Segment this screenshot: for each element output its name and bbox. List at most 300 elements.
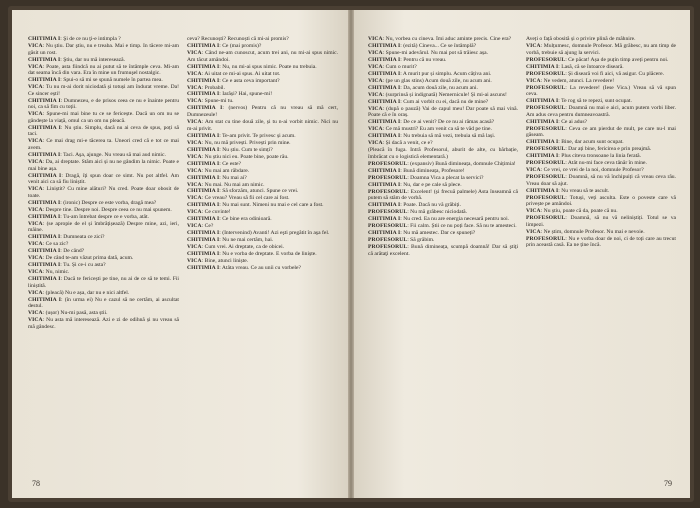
line-text: : Poate. Dacă nu vă grăbiți. — [400, 202, 461, 209]
line-text: : Atâta vreau. Ce au unii cu vorbele? — [219, 265, 301, 272]
line-text: : Tu nu m-ai dorit niciodată și totuși am îndurat vreme. Da! Ce sincer ești! — [28, 84, 179, 97]
line-text: : Nu e vorba doar de noi, ci de toți care au trecut prin această casă. Ea ne ține încă. — [526, 235, 676, 249]
speaker-name: PROFESORUL — [526, 194, 566, 201]
line-text: : Pentru că nu vreau. — [400, 56, 447, 63]
speaker-name: CHITIMIA I — [28, 97, 61, 104]
speaker-name: CHITIMIA I — [526, 187, 559, 194]
speaker-name: VICA — [28, 289, 43, 296]
dialogue-line — [28, 43, 179, 56]
line-text: : Liniștit? Cu mine alături? Nu cred. Poate doar obosit de toate. — [28, 186, 179, 199]
speaker-name: CHITIMIA I — [28, 296, 62, 303]
left-column-2 — [187, 36, 338, 472]
dialogue-line — [368, 43, 518, 50]
speaker-name: VICA — [368, 126, 383, 133]
line-text: : Şi de ce nu ţi-e intimpla ? — [60, 36, 121, 42]
speaker-name: VICA — [28, 241, 43, 248]
speaker-name: CHITIMIA I — [368, 70, 401, 77]
dialogue-line — [526, 146, 676, 153]
line-text: : (se apropie de el și îmbrățișează) Despre mine, azi, ieri, mâine. — [28, 220, 179, 234]
line-text: : Nu mă amestec. Dar ce spuneți? — [400, 230, 476, 237]
line-text: : Nu, nimic. — [42, 269, 70, 276]
dialogue-line — [368, 189, 518, 202]
line-text: : Despre tine. Despre noi. Despre ceea ce nu mai spunem. — [42, 206, 172, 213]
line-text: : Nu, nu mi-ai spus nimic. Poate nu trebuia. — [219, 63, 317, 70]
dialogue-line — [187, 237, 338, 244]
speaker-name: CHITIMIA I — [28, 248, 61, 255]
dialogue-line — [187, 216, 338, 223]
line-text: : (expansiv) Bună dimineața, domnule Chițimia! — [407, 160, 516, 167]
dialogue-line — [28, 276, 179, 289]
dialogue-line — [187, 140, 338, 147]
line-text: : De ce ai venit? De ce nu ai rămas acasă? — [400, 119, 495, 126]
line-text: : Totuși, veți asculta. Este o poveste care vă privește pe amândoi. — [526, 194, 676, 208]
speaker-name: CHITIMIA I — [526, 118, 559, 125]
speaker-name: VICA — [526, 167, 541, 174]
line-text: : Și diseară voi fi aici, vă asigur. Cu plăcere. — [565, 70, 665, 77]
speaker-name: VICA — [526, 42, 541, 49]
dialogue-line — [187, 147, 338, 154]
dialogue-line — [28, 221, 179, 234]
line-text: : Să grăbim. — [407, 237, 435, 244]
line-text: : Nu vreau să te ascult. — [558, 187, 610, 194]
line-text: : (pleacă) Nu e așa, dar nu e nici altfel. — [42, 289, 130, 296]
right-column-1 — [368, 36, 518, 472]
speaker-name: PROFESORUL — [526, 84, 566, 91]
dialogue-line — [187, 244, 338, 251]
dialogue-line — [28, 64, 179, 77]
line-text: : Nu mai. Nu mai am nimic. — [201, 181, 265, 188]
line-text: : Dragă, îți spun doar ce simt. Nu pot altfel. Am venit aici ca să fiu liniștit. — [28, 172, 179, 186]
speaker-name: CHITIMIA I — [28, 56, 61, 63]
dialogue-line — [368, 64, 518, 71]
line-text: : Să sforzăm, atunci. Spune ce vrei. — [219, 188, 299, 195]
line-text: : Cum ai vorbit cu ei, dacă nu de mine? — [400, 98, 489, 105]
dialogue-line — [187, 85, 338, 92]
line-text: : Nu mai sunt. Nimeni nu mai e cel care a fost. — [219, 202, 324, 209]
dialogue-line — [28, 152, 179, 159]
dialogue-line — [28, 84, 179, 97]
line-text: : Ce ai adus? — [558, 118, 587, 125]
line-text: : Doamna Vica a plecat la servici? — [407, 174, 484, 181]
line-text: ceva? Recunoști? Recunoști că mi-ai promis? — [187, 36, 289, 42]
left-page — [12, 10, 348, 498]
line-text: : Ceva ce am pierdut de mult, pe care nu-l mai găseam. — [526, 125, 676, 139]
speaker-name: PROFESORUL — [526, 56, 566, 63]
speaker-name: CHITIMIA I — [526, 63, 559, 70]
line-text: : Spune-mi adevărul. Nu mai pot să trăiesc așa. — [382, 49, 489, 56]
speaker-name: VICA — [187, 84, 202, 91]
speaker-name: CHITIMIA I — [368, 84, 401, 91]
dialogue-line — [526, 236, 676, 249]
speaker-name: CHITIMIA I — [368, 167, 401, 174]
speaker-name: PROFESORUL — [526, 174, 566, 181]
line-text: : Fii calm. Știi ce nu poți face. Să nu te amesteci. — [407, 223, 517, 230]
dialogue-line — [187, 265, 338, 272]
speaker-name: CHITIMIA I — [28, 36, 61, 42]
speaker-name: CHITIMIA I — [187, 265, 220, 272]
speaker-name: VICA — [187, 153, 202, 160]
speaker-name: CHITIMIA I — [526, 139, 559, 146]
line-text: : Da, ai dreptate. Stăm aici și nu ne gândim la nimic. Poate e mai bine așa. — [28, 158, 179, 172]
speaker-name: CHITIMIA I — [368, 98, 401, 105]
dialogue-line — [526, 139, 676, 146]
line-text: : Bine, dar acum sunt ocupat. — [558, 139, 624, 146]
dialogue-line — [187, 258, 338, 265]
line-text: : La revedere! (Iese Vica.) Vreau să vă spun ceva. — [526, 84, 676, 98]
speaker-name: CHITIMIA I — [28, 77, 61, 84]
dialogue-line — [28, 57, 179, 64]
line-text: : Ai uitat ce mi-ai spus. Ai uitat tot. — [201, 70, 281, 77]
speaker-name: VICA — [526, 228, 541, 235]
speaker-name: PROFESORUL — [526, 160, 566, 167]
line-text: : (nervos) Pentru că nu vreau să mă cert, Dumnezeule! — [187, 105, 338, 119]
line-text: : Am stat cu tine două zile, și tu n-ai vorbit nimic. Nici nu m-ai privit. — [187, 119, 338, 132]
dialogue-line — [368, 71, 518, 78]
line-text: : Ce mai drag mi-e tăcerea ta. Uneori cred că e tot ce mai avem. — [28, 138, 179, 152]
speaker-name: VICA — [28, 255, 43, 262]
dialogue-line — [368, 140, 518, 147]
line-text: : Excelent! (și frecuă palmele) Asta înseamnă că putem să stăm de vorbă. — [368, 188, 518, 202]
line-text: : Tu. Și ce-i cu asta? — [60, 262, 106, 269]
dialogue-line — [187, 168, 338, 175]
speaker-name: VICA — [187, 209, 202, 216]
speaker-name: VICA — [28, 269, 43, 276]
dialogue-line — [368, 85, 518, 92]
speaker-name: VICA — [187, 119, 202, 126]
dialogue-line — [187, 78, 338, 85]
speaker-name: CHITIMIA I — [368, 181, 401, 188]
line-text: : (ironic) Despre ce este vorba, dragă mea? — [60, 199, 157, 206]
speaker-name: CHITIMIA I — [28, 172, 62, 179]
line-text: : Nu e vorba de dreptate. E vorba de liniște. — [219, 251, 317, 258]
dialogue-line — [187, 223, 338, 230]
dialogue-line — [526, 153, 676, 160]
speaker-name: CHITIMIA I — [187, 230, 220, 237]
dialogue-line — [28, 125, 179, 138]
dialogue-line — [187, 154, 338, 161]
line-text: : Doamnă, să nu vă închipuiți că vreau ceva rău. Vreau doar să ajut. — [526, 174, 676, 187]
dialogue-line — [526, 64, 676, 71]
line-text: : Ce (mai promis)? — [219, 42, 262, 49]
line-text: : (după o pauză) Vai de capul meu! Dar poate să mai vină. Poate că e în oraș. — [368, 105, 518, 119]
dialogue-line — [368, 92, 518, 99]
speaker-name: CHITIMIA I — [187, 42, 220, 49]
line-text: : Spune-mi mai bine tu ce se fericește. Dacă un om nu se gândește la viață, omul ca un om nu pleacă. — [28, 111, 179, 124]
line-text: : Nu ştiu. Simplu, dacă nu ai ceva de spus, poți să taci. — [28, 124, 179, 138]
line-text: : (Intervenind) Avanti! Azi eşti pregătit în aşa fel. — [219, 230, 330, 237]
left-column-1 — [28, 36, 179, 472]
line-text: : Nu știu, poate că da, poate că nu. — [540, 208, 618, 215]
speaker-name: VICA — [526, 77, 541, 84]
speaker-name: PROFESORUL — [368, 174, 408, 181]
dialogue-line — [28, 186, 179, 199]
line-text: : De când te-am văzut prima dată, acum. — [42, 255, 134, 262]
speaker-name: PROFESORUL — [368, 237, 408, 244]
speaker-name: VICA — [28, 186, 43, 193]
speaker-name: CHITIMIA I — [526, 153, 559, 160]
line-text: : Tu-am întrebat despre ce e vorba, atât. — [60, 213, 149, 220]
line-text: : Dumnezeu, e de prisos ceea ce nu e înainte pentru noi, ca să fim cu toții. — [28, 97, 179, 111]
dialogue-line — [28, 159, 179, 172]
speaker-name: CHITIMIA I — [28, 199, 61, 206]
dialogue-line — [526, 43, 676, 56]
line-text: : Ne vedem, atunci. La revedere! — [540, 77, 615, 84]
dialogue-line — [368, 119, 518, 126]
line-text: : Ce cuvinte! — [201, 209, 231, 216]
speaker-name: VICA — [28, 111, 43, 118]
speaker-name: PROFESORUL — [368, 188, 408, 195]
speaker-name: VICA — [28, 42, 43, 49]
line-text: : Ce păcat! Așa de puțin timp aveți pentru noi. — [565, 56, 669, 63]
speaker-name: CHITIMIA I — [28, 213, 61, 220]
line-text: : Nu știu. Cum te simți? — [219, 146, 273, 153]
speaker-name: VICA — [187, 70, 202, 77]
line-text: : Ce bine era odinioară. — [219, 216, 272, 223]
right-page — [354, 10, 690, 498]
dialogue-line — [187, 91, 338, 98]
line-text: : Dacă te fericești pe tine, nu ai de ce să te temi. Fii liniștită. — [28, 276, 179, 289]
line-text: : Nu ştiu. Dar ştiu, nu e treaba. Mai e timp. In tăcere mi-am găsit un rost. — [28, 42, 179, 56]
speaker-name: CHITIMIA I — [187, 188, 220, 195]
line-text: : A murit pur și simplu. Acum câțiva ani. — [400, 70, 492, 77]
speaker-name: VICA — [368, 140, 383, 147]
dialogue-line — [28, 36, 179, 43]
dialogue-line — [28, 234, 179, 241]
dialogue-line — [526, 71, 676, 78]
speaker-name: VICA — [368, 63, 383, 70]
speaker-name: CHITIMIA I — [28, 124, 61, 131]
line-text: : Cum o murit? — [382, 63, 417, 70]
speaker-name: VICA — [28, 138, 43, 145]
speaker-name: VICA — [187, 98, 202, 105]
dialogue-line — [187, 251, 338, 258]
speaker-name: CHITIMIA I — [187, 91, 220, 98]
speaker-name: CHITIMIA I — [28, 234, 61, 241]
line-text: : Bine, atunci liniște. — [201, 258, 249, 265]
speaker-name: VICA — [187, 139, 202, 146]
dialogue-line — [368, 36, 518, 43]
speaker-name: VICA — [526, 208, 541, 215]
speaker-name: CHITIMIA I — [368, 216, 401, 223]
speaker-name: CHITIMIA I — [187, 251, 220, 258]
line-text: : Doamnă, să nu vă neliniștiți. Totul se va limpezi. — [526, 215, 676, 228]
line-text: : Nu ne mai certăm, hai. — [219, 237, 274, 244]
dialogue-line — [368, 237, 518, 244]
dialogue-line — [526, 208, 676, 215]
line-text: : Nu știu nici eu. Poate bine, poate rău. — [201, 153, 289, 160]
dialogue-line — [368, 99, 518, 106]
dialogue-line — [368, 168, 518, 175]
dialogue-line — [526, 229, 676, 236]
speaker-name: CHITIMIA I — [187, 174, 220, 181]
line-text: : (în urma ei) Nu e cazul să ne certăm, ai ascultat destul. — [28, 296, 179, 310]
dialogue-line — [187, 202, 338, 209]
line-text: : Doamnă nu mai e aici, acum putem vorbi liber. Am adus ceva pentru dumneavoastră. — [526, 105, 676, 118]
dialogue-line — [28, 269, 179, 276]
dialogue-line — [368, 175, 518, 182]
dialogue-line — [28, 310, 179, 317]
dialogue-line — [28, 77, 179, 84]
dialogue-line — [526, 188, 676, 195]
speaker-name: CHITIMIA I — [187, 132, 220, 139]
dialogue-line — [28, 317, 179, 330]
speaker-name: PROFESORUL — [526, 105, 566, 112]
dialogue-line — [187, 71, 338, 78]
dialogue-line — [368, 133, 518, 140]
dialogue-line — [526, 215, 676, 228]
line-text: : Nu, dar e pe cale să plece. — [400, 181, 462, 188]
line-text: : Nu mai ai? — [219, 174, 247, 181]
speaker-name: PROFESORUL — [526, 146, 566, 153]
speaker-name: CHITIMIA I — [368, 56, 401, 63]
dialogue-line — [28, 207, 179, 214]
line-text: : Nu mai am răbdare. — [201, 167, 250, 174]
line-text: : Probabil. — [201, 84, 226, 91]
dialogue-line — [368, 223, 518, 230]
dialogue-line — [28, 214, 179, 221]
speaker-name: PROFESORUL — [368, 209, 408, 216]
dialogue-line — [368, 182, 518, 189]
speaker-name: CHITIMIA I — [28, 262, 61, 269]
speaker-name: CHITIMIA I — [187, 216, 220, 223]
line-text: : Te-am privit. Te privesc și acum. — [219, 132, 296, 139]
dialogue-line — [28, 297, 179, 310]
line-text: : Nu mă grăbesc niciodată. — [407, 209, 468, 216]
speaker-name: CHITIMIA I — [368, 230, 401, 237]
page-number-left: 78 — [32, 479, 40, 488]
line-text: : Nu cred. Ea nu are energia necesară pentru noi. — [400, 216, 510, 223]
dialogue-line — [368, 147, 518, 160]
dialogue-line — [526, 126, 676, 139]
speaker-name: VICA — [187, 181, 202, 188]
line-text: : Iarăși? Hai, spune-mi! — [219, 91, 273, 98]
line-text: : Ne știm, domnule Profesor. Nu mai e nevoie. — [540, 228, 645, 235]
speaker-name: CHITIMIA I — [187, 146, 220, 153]
dialogue-line — [28, 290, 179, 297]
dialogue-line — [368, 57, 518, 64]
line-text: : Nu, nu mă privești. Privești prin mine. — [201, 139, 291, 146]
line-text: : Mulțumesc, domnule Profesor. Mă grăbesc, nu am timp de vorbă, trebuie să ajung la servici. — [526, 42, 676, 56]
dialogue-line — [526, 98, 676, 105]
speaker-name: CHITIMIA I — [368, 133, 401, 140]
dialogue-line — [526, 119, 676, 126]
speaker-name: CHITIMIA I — [187, 237, 220, 244]
dialogue-line — [28, 138, 179, 151]
dialogue-line — [187, 43, 338, 50]
line-text: : Spui-o să mi se spună numele în partea mea. — [60, 77, 163, 84]
line-text: : Lasă, că se întoarce diseară. — [558, 63, 624, 70]
speaker-name: CHITIMIA I — [368, 42, 401, 49]
dialogue-line — [368, 161, 518, 168]
dialogue-line — [526, 78, 676, 85]
line-text: : Poate, asta fiindcă nu ai putut să te întâmple ceva. Mi-am dat seama încă din vara. Era în mine un frumuşel nostalgic. — [28, 63, 179, 77]
speaker-name: PROFESORUL — [526, 235, 566, 242]
line-text: : (pe un glas stins) Acum două zile, nu acum ani. — [382, 77, 492, 84]
open-book — [8, 6, 694, 502]
line-text: : Bună dimineața, scumpă doamnă! Dar să ştiţi că arătaţi excelent. — [368, 244, 518, 257]
dialogue-line — [368, 50, 518, 57]
dialogue-line — [526, 174, 676, 187]
dialogue-line — [526, 160, 676, 167]
speaker-name: VICA — [187, 223, 202, 230]
line-text: : Ce vreau? Vreau să fii cel care ai fost. — [201, 195, 290, 202]
speaker-name: VICA — [28, 310, 43, 317]
dialogue-line — [368, 202, 518, 209]
line-text: : Ce? — [201, 223, 214, 230]
line-text: : Nu, vorbea cu cineva. Îmi aduc aminte precis. Cine era? — [382, 36, 512, 42]
dialogue-line — [368, 78, 518, 85]
dialogue-line — [187, 64, 338, 71]
speaker-name: CHITIMIA I — [187, 105, 223, 112]
speaker-name: VICA — [28, 317, 43, 324]
speaker-name: CHITIMIA I — [187, 160, 220, 167]
speaker-name: PROFESORUL — [526, 125, 566, 132]
line-text: : Și dacă a venit, ce e? — [382, 140, 433, 147]
dialogue-line — [368, 209, 518, 216]
speaker-name: PROFESORUL — [368, 244, 408, 251]
dialogue-line — [187, 119, 338, 132]
line-text: : Ce vrei, ce vrei de la noi, domnule Profesor? — [540, 167, 644, 174]
dialogue-line — [187, 209, 338, 216]
speaker-name: CHITIMIA I — [28, 152, 61, 158]
dialogue-line — [368, 230, 518, 237]
speaker-name: VICA — [368, 105, 383, 112]
speaker-name: CHITIMIA I — [28, 276, 61, 283]
dialogue-line — [28, 98, 179, 111]
speaker-name: VICA — [187, 195, 202, 202]
line-text: : (ezită) Cineva... Ce se întâmplă? — [400, 42, 477, 49]
page-number-right: 79 — [664, 479, 672, 488]
line-text: : Taci. Aşa, ajunge. Nu vreau să mai aud nimic. — [60, 152, 166, 158]
line-text: : Dar ați bine, fericirea e prin preajmă. — [565, 146, 652, 153]
dialogue-line — [187, 36, 338, 43]
speaker-name: VICA — [187, 167, 202, 174]
line-text: (Pleacă în fuga. Intră Profesorul, aburit de alte, cu bărbație, îmbrăcat cu o logistică elementară.) — [368, 147, 518, 160]
speaker-name: VICA — [187, 49, 202, 56]
speaker-name: VICA — [28, 220, 43, 227]
line-text: : Ce e asta ceva important? — [219, 77, 280, 84]
dialogue-line — [368, 244, 518, 257]
dialogue-line — [526, 195, 676, 208]
line-text: : Nu trebuia să mă vezi, trebuia să mă lași. — [400, 133, 496, 140]
line-text: : De când? — [60, 248, 85, 255]
speaker-name: CHITIMIA I — [526, 98, 559, 105]
speaker-name: VICA — [368, 36, 383, 42]
dialogue-line — [526, 85, 676, 98]
dialogue-line — [28, 262, 179, 269]
dialogue-line — [368, 106, 518, 119]
dialogue-line — [187, 133, 338, 140]
speaker-name: VICA — [187, 244, 202, 251]
line-text: : Da, acum două zile, nu acum ani. — [400, 84, 478, 91]
line-text: : (ușor) Nu-mi pasă, asta știi. — [42, 310, 108, 317]
dialogue-line — [187, 175, 338, 182]
line-text: : Dumneata ce zici? — [60, 234, 105, 241]
line-text: : Nu asta mă interesează. Azi e zi de odihnă și nu vreau să mă gândesc. — [28, 317, 179, 330]
speaker-name: CHITIMIA I — [368, 119, 401, 126]
dialogue-line — [368, 126, 518, 133]
speaker-name: VICA — [368, 91, 383, 98]
speaker-name: VICA — [368, 77, 383, 84]
line-text: : Atât nu-mi face ceva tânăr în mine. — [565, 160, 647, 167]
line-text: : Plus citeva tronsoane la linia ferată. — [558, 153, 642, 160]
dialogue-line — [187, 105, 338, 118]
speaker-name: CHITIMIA I — [368, 202, 401, 209]
speaker-name: CHITIMIA I — [187, 202, 220, 209]
dialogue-line — [526, 57, 676, 64]
dialogue-line — [526, 105, 676, 118]
dialogue-line — [28, 255, 179, 262]
